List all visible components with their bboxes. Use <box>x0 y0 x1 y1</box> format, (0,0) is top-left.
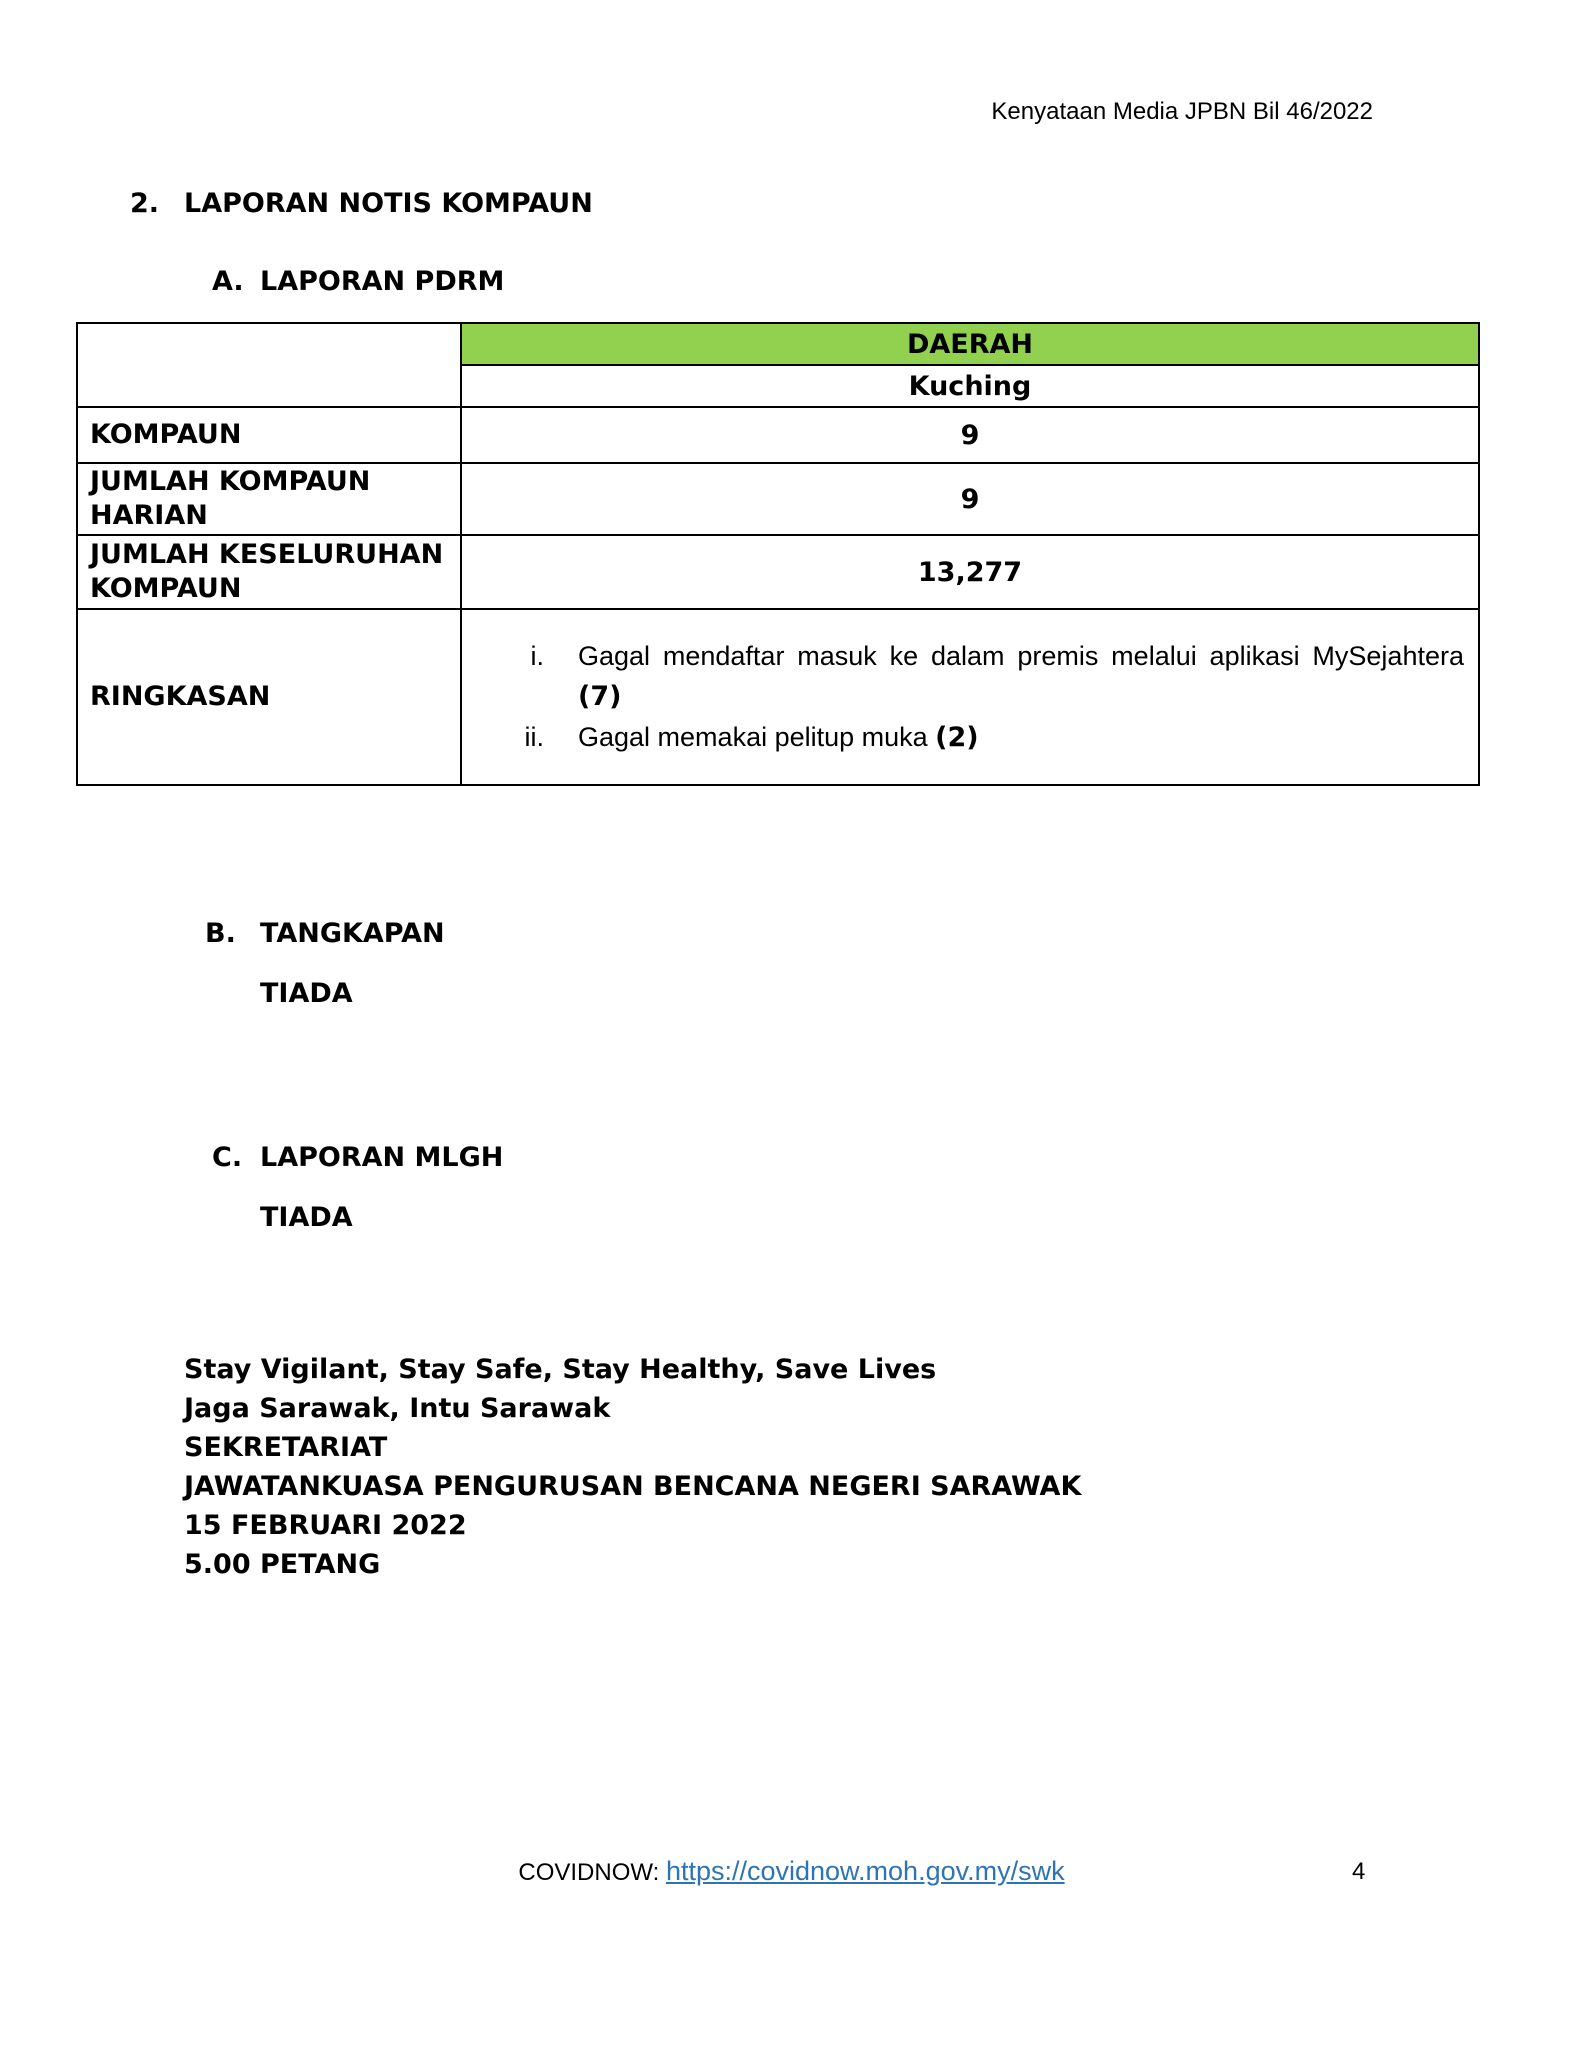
section-title: LAPORAN NOTIS KOMPAUN <box>184 188 593 219</box>
footer-prefix: COVIDNOW: <box>518 1859 666 1886</box>
compound-report-table <box>76 322 1480 786</box>
kompaun-value: 9 <box>461 407 1479 463</box>
subsection-b-letter: B. <box>205 918 236 949</box>
subsection-b-status: TIADA <box>260 978 353 1009</box>
covidnow-link[interactable]: https://covidnow.moh.gov.my/swk <box>665 1856 1065 1886</box>
table-row <box>77 535 1479 609</box>
closing-date: 15 FEBRUARI 2022 <box>184 1510 467 1541</box>
list-item <box>474 636 1466 717</box>
closing-time: 5.00 PETANG <box>184 1549 381 1580</box>
list-item-numeral: i. <box>530 641 544 671</box>
jumlah-kompaun-harian-value: 9 <box>461 463 1479 535</box>
jumlah-keseluruhan-kompaun-value: 13,277 <box>461 535 1479 609</box>
page-number: 4 <box>1352 1858 1366 1885</box>
subsection-b-title: TANGKAPAN <box>260 918 445 949</box>
label-line: JUMLAH KESELURUHAN <box>90 539 444 570</box>
list-item-text: Gagal memakai pelitup muka <box>578 722 936 752</box>
daerah-header: DAERAH <box>461 323 1479 365</box>
table-corner-cell <box>77 323 461 407</box>
closing-block <box>184 1350 1081 1584</box>
ringkasan-label: RINGKASAN <box>77 609 461 785</box>
table-row <box>77 609 1479 785</box>
table-row <box>77 463 1479 535</box>
table-row <box>77 407 1479 463</box>
subsection-a-letter: A. <box>212 266 244 297</box>
document-reference: Kenyataan Media JPBN Bil 46/2022 <box>991 98 1373 125</box>
ringkasan-content <box>461 609 1479 785</box>
district-header: Kuching <box>461 365 1479 407</box>
subsection-a-title: LAPORAN PDRM <box>260 266 505 297</box>
label-line: JUMLAH KOMPAUN <box>90 466 371 497</box>
list-item-count: (7) <box>578 681 622 712</box>
subsection-c-letter: C. <box>212 1142 243 1173</box>
closing-committee: JAWATANKUASA PENGURUSAN BENCANA NEGERI SARAWAK <box>184 1471 1082 1502</box>
subsection-c-title: LAPORAN MLGH <box>260 1142 504 1173</box>
footer <box>0 1856 1583 1887</box>
kompaun-label: KOMPAUN <box>77 407 461 463</box>
list-item-count: (2) <box>935 722 979 753</box>
subsection-c-status: TIADA <box>260 1202 353 1233</box>
closing-secretariat: SEKRETARIAT <box>184 1432 388 1463</box>
jumlah-keseluruhan-kompaun-label <box>77 535 461 609</box>
list-item-text: Gagal mendaftar masuk ke dalam premis melalui aplikasi MySejahtera <box>578 641 1464 671</box>
closing-tagline: Jaga Sarawak, Intu Sarawak <box>184 1393 611 1424</box>
closing-slogan: Stay Vigilant, Stay Safe, Stay Healthy, Save Lives <box>184 1354 937 1385</box>
label-line: KOMPAUN <box>90 573 242 604</box>
list-item-numeral: ii. <box>524 722 544 752</box>
section-number: 2. <box>130 188 160 219</box>
jumlah-kompaun-harian-label <box>77 463 461 535</box>
label-line: HARIAN <box>90 500 208 531</box>
summary-list <box>474 636 1466 758</box>
list-item <box>474 717 1466 758</box>
